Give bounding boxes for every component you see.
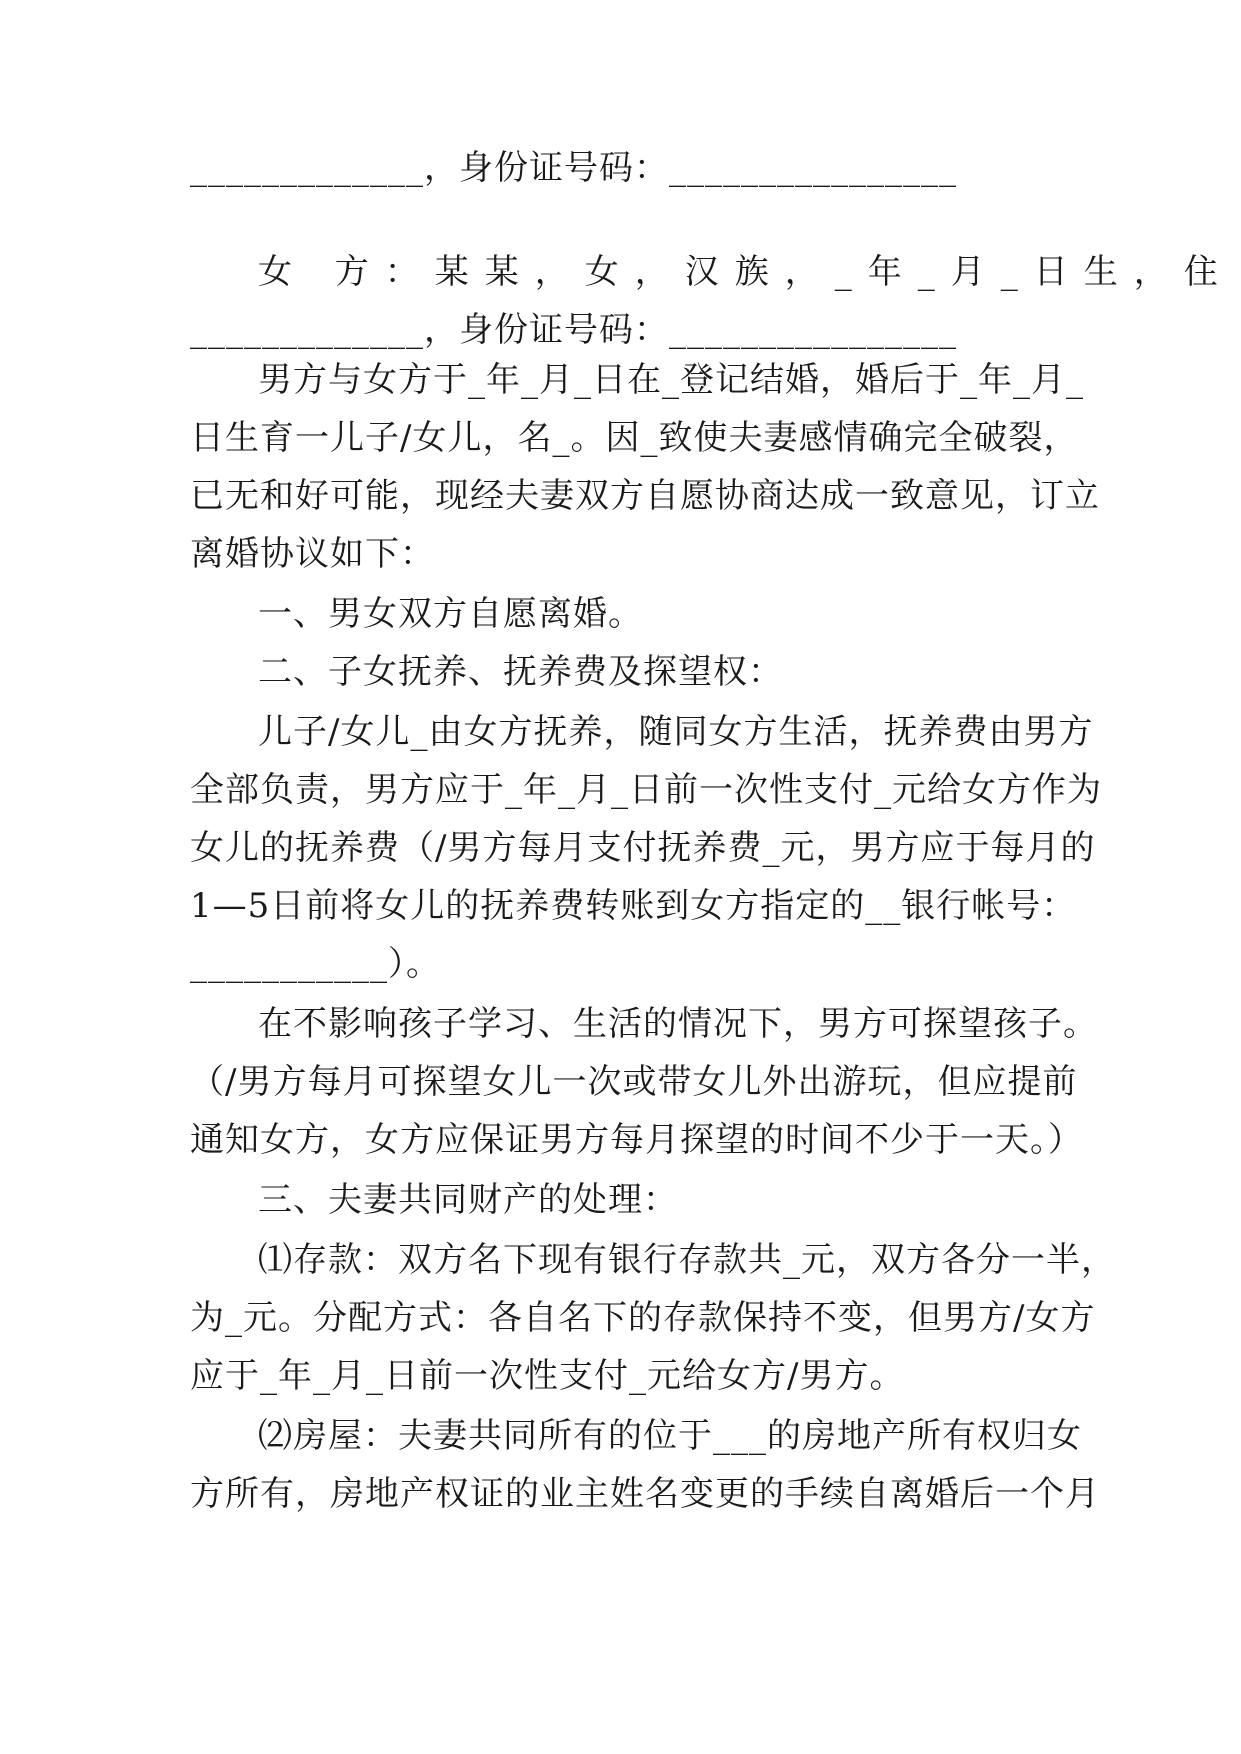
text-line: 儿子/女儿_由女方抚养，随同女方生活，抚养费由男方 [258,712,1094,752]
text-line: ⑴存款：双方名下现有银行存款共_元，双方各分一半， [258,1240,1116,1280]
text-line: ___________）。 [190,944,441,984]
text-line: 应于_年_月_日前一次性支付_元给女方/男方。 [190,1356,905,1396]
text-line: _____________，身份证号码：________________ [190,310,957,350]
text-line: 二、子女抚养、抚养费及探望权： [258,652,783,692]
text-line: _____________，身份证号码：________________ [190,148,957,188]
text-line: 方所有，房地产权证的业主姓名变更的手续自离婚后一个月 [190,1474,1100,1514]
text-line: 为_元。分配方式：各自名下的存款保持不变，但男方/女方 [190,1298,1096,1338]
text-line: 在不影响孩子学习、生活的情况下，男方可探望孩子。 [258,1004,1098,1044]
text-line: 三、夫妻共同财产的处理： [258,1180,678,1220]
text-line: 一、男女双方自愿离婚。 [258,594,643,634]
text-line: 1—5日前将女儿的抚养费转账到女方指定的__银行帐号： [190,886,1077,926]
text-line: 男方与女方于_年_月_日在_登记结婚，婚后于_年_月_ [258,360,1084,400]
text-line: 离婚协议如下： [190,534,435,574]
text-line: ⑵房屋：夫妻共同所有的位于___的房地产所有权归女 [258,1416,1082,1456]
text-line: 全部负责，男方应于_年_月_日前一次性支付_元给女方作为 [190,770,1102,810]
text-line: 女儿的抚养费（/男方每月支付抚养费_元，男方应于每月的 [190,828,1096,868]
text-line: （/男方每月可探望女儿一次或带女儿外出游玩，但应提前 [190,1062,1078,1102]
text-line: 已无和好可能，现经夫妻双方自愿协商达成一致意见，订立 [190,476,1100,516]
text-line: 女 方：某某，女，汉族，_年_月_日生，住 [258,252,1234,292]
text-line: 日生育一儿子/女儿，名_。因_致使夫妻感情确完全破裂， [190,418,1079,458]
text-line: 通知女方，女方应保证男方每月探望的时间不少于一天。） [190,1120,1083,1160]
